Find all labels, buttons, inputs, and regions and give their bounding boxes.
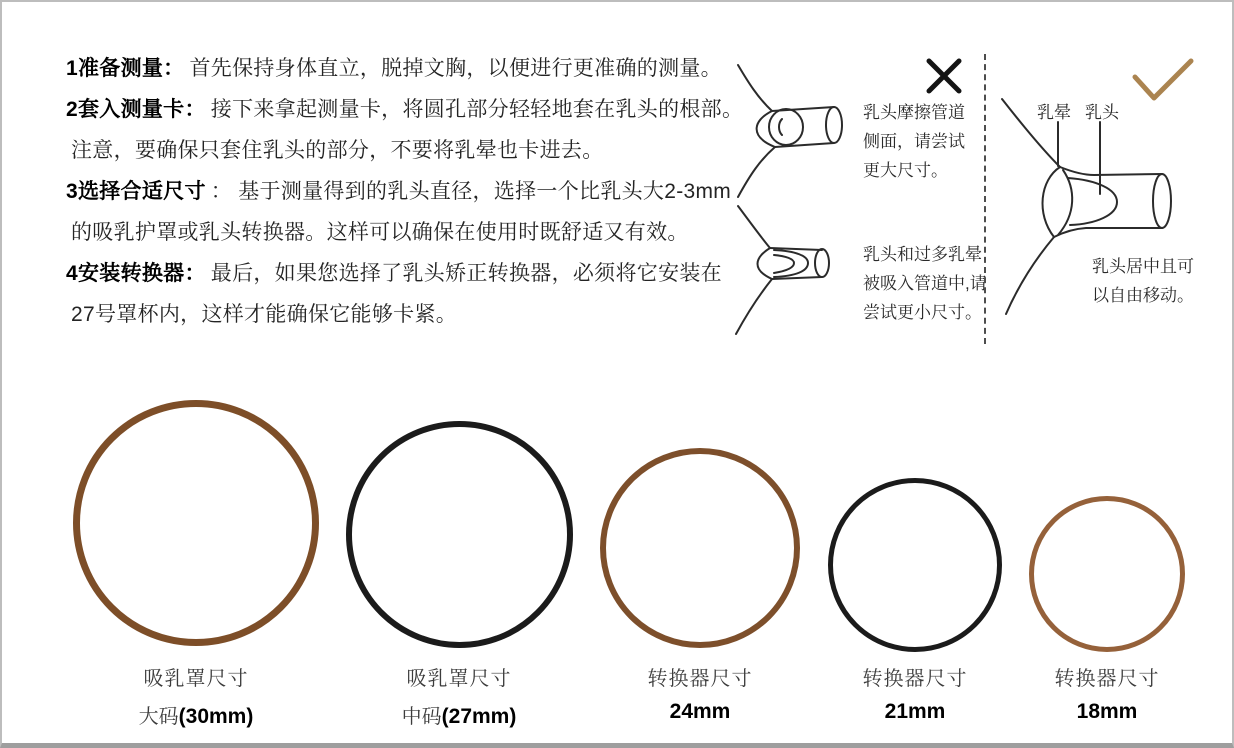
step-4-text-cont: 27号罩杯内，这样才能确保它能够卡紧。 <box>71 303 458 326</box>
too-small-caption: 乳头摩擦管道 侧面，请尝试 更大尺寸。 <box>863 103 965 180</box>
step-2-title: 2套入测量卡： <box>66 98 206 121</box>
size-circle-30mm <box>73 400 319 646</box>
step-4-title: 4安装转换器： <box>66 262 206 285</box>
size-label-18mm: 转换器尺寸 18mm <box>1054 668 1160 723</box>
size-circle-21mm <box>828 478 1002 652</box>
too-small-fit-diagram <box>724 57 856 214</box>
size-label-24mm: 转换器尺寸 24mm <box>647 668 753 723</box>
step-2-text: 接下来拿起测量卡，将圆孔部分轻轻地套在乳头的根部。 <box>210 98 744 121</box>
step-1-title: 1准备测量： <box>66 57 185 80</box>
step-2-text-cont: 注意，要确保只套住乳头的部分，不要将乳晕也卡进去。 <box>71 139 604 162</box>
step-3-text: ： 基于测量得到的乳头直径，选择一个比乳头大2-3mm <box>210 180 732 203</box>
correct-fit-caption: 乳头居中且可 以自由移动。 <box>1092 257 1194 305</box>
step-3-title: 3选择合适尺寸 <box>66 180 206 203</box>
nipple-label: 乳头 <box>1085 103 1119 122</box>
instruction-line <box>66 253 726 294</box>
step-3-text-cont: 的吸乳护罩或乳头转换器。这样可以确保在使用时既舒适又有效。 <box>71 221 689 244</box>
instructions <box>66 48 744 335</box>
step-4-text: 最后，如果您选择了乳头矫正转换器，必须将它安装在 <box>210 262 722 285</box>
instruction-line <box>66 212 726 253</box>
instruction-line <box>66 89 744 130</box>
section-divider <box>984 54 986 344</box>
too-large-fit-diagram <box>724 200 856 347</box>
x-icon <box>922 54 966 103</box>
areola-label: 乳晕 <box>1037 103 1071 122</box>
instruction-line <box>66 171 732 212</box>
size-label-21mm: 转换器尺寸 21mm <box>862 668 968 723</box>
size-circle-18mm <box>1029 496 1185 652</box>
step-1-text: 首先保持身体直立，脱掉文胸，以便进行更准确的测量。 <box>189 57 722 80</box>
instruction-line <box>66 294 726 335</box>
size-label-27mm: 吸乳罩尺寸 中码(27mm) <box>401 668 517 728</box>
instruction-line <box>66 48 726 89</box>
size-label-30mm: 吸乳罩尺寸 大码(30mm) <box>138 668 254 728</box>
too-large-caption: 乳头和过多乳晕 被吸入管道中,请 尝试更小尺寸。 <box>863 245 987 322</box>
size-circle-24mm <box>600 448 800 648</box>
size-circle-27mm <box>346 421 573 648</box>
instruction-line <box>66 130 726 171</box>
